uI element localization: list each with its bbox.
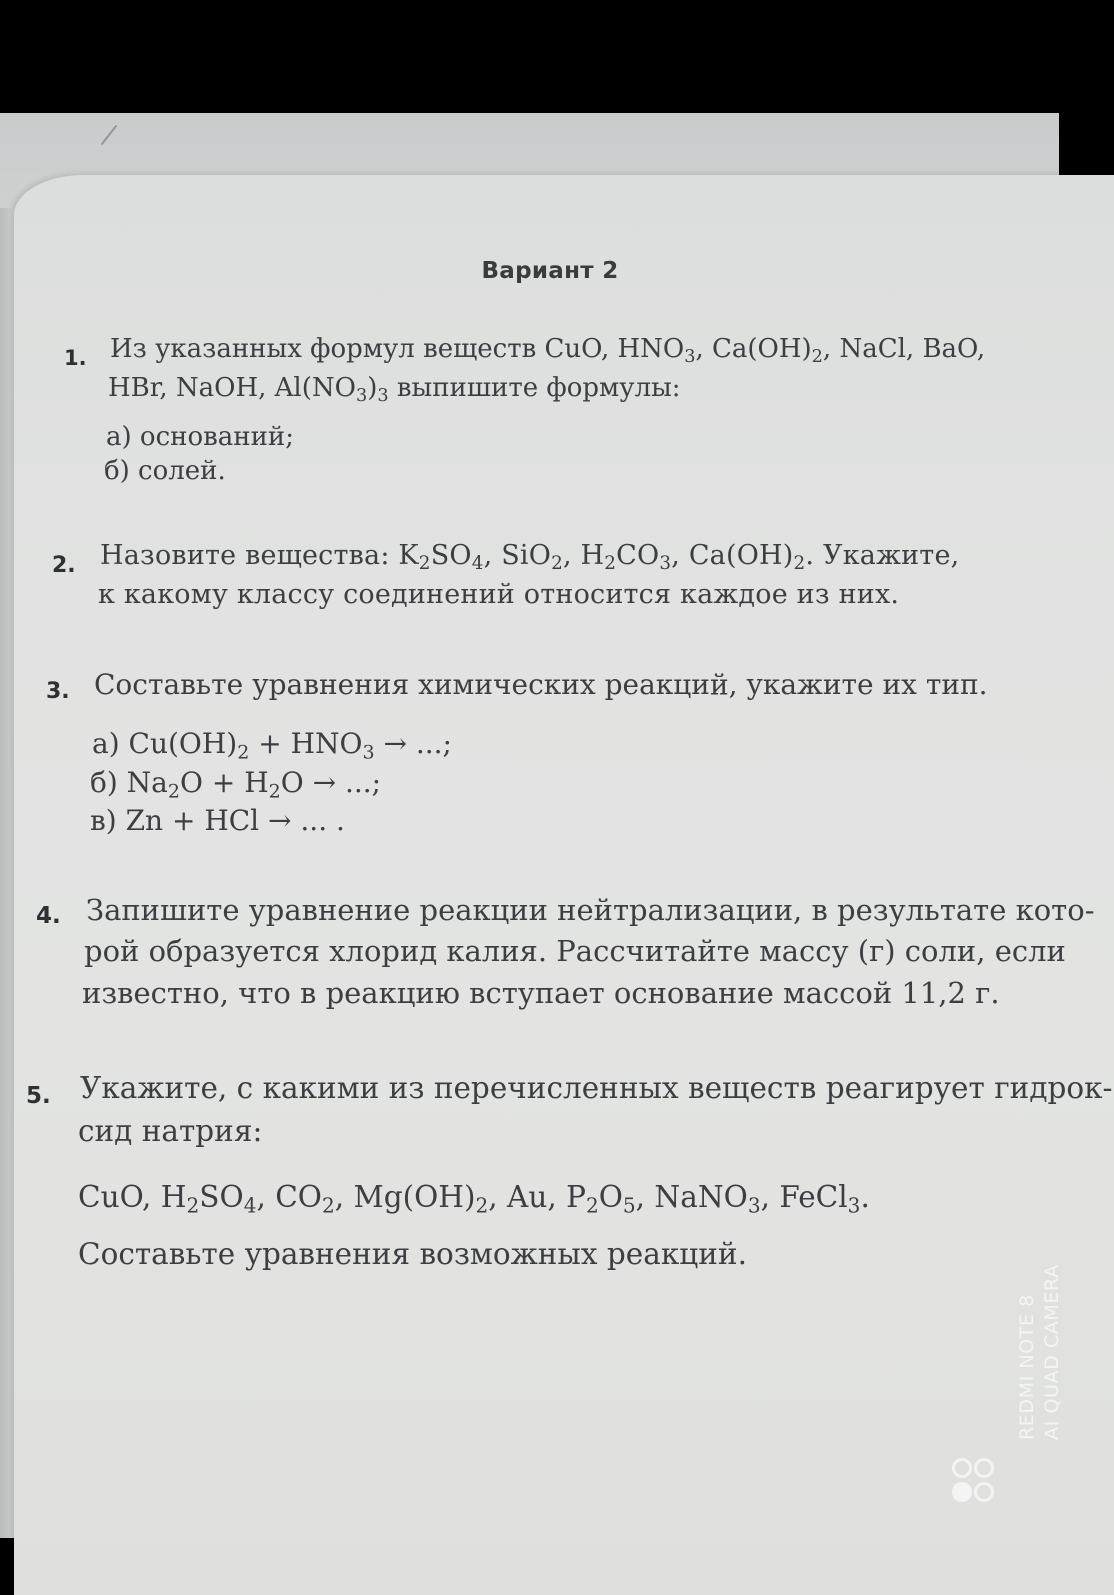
task-3-number: 3.	[46, 679, 70, 704]
task-1-number: 1.	[64, 346, 87, 370]
task-4-line-1: Запишите уравнение реакции нейтрализации, в результате кото-	[86, 893, 1095, 927]
task-1-line-1: Из указанных формул веществ CuO, $HNO_3$, $Ca(OH)_2$, NaCl, BaO,	[110, 334, 986, 367]
task-2-line-1: Назовите вещества: $K_2SO_4$, SiO$_2$, $H_2CO_3$, $Ca(OH)_2$. Укажите,	[100, 540, 960, 575]
task-3-equation-c: в) Zn + HCl → ... .	[90, 804, 345, 837]
task-1-option-b: б) солей.	[104, 456, 226, 486]
watermark-line-2: AI QUAD CAMERA	[1041, 1264, 1063, 1440]
task-4-line-3: известно, что в реакцию вступает основание массой 11,2 г.	[82, 976, 1000, 1010]
page-edge	[0, 208, 14, 1538]
pen-mark	[101, 125, 117, 145]
task-5-line-4: Составьте уравнения возможных реакций.	[78, 1237, 747, 1271]
task-2-number: 2.	[52, 553, 76, 578]
task-5-line-2: сид натрия:	[78, 1114, 263, 1148]
task-5-formulas: CuO, $H_2SO_4$, $CO_2$, $Mg(OH)_2$, Au, $P_2O_5$, NaNO$_3$, FeCl$_3$.	[78, 1180, 870, 1218]
task-3-line-1: Составьте уравнения химических реакций, укажите их тип.	[94, 668, 988, 701]
task-3-equation-a: а) $Cu(OH)_2 + HNO_3$ → ...;	[92, 727, 452, 764]
task-3-equation-b: б) $Na_2O + H_2O$ → ...;	[90, 766, 382, 803]
watermark-line-1: REDMI NOTE 8	[1016, 1294, 1038, 1440]
camera-dual-circle-icon	[948, 1450, 1004, 1510]
task-4-number: 4.	[36, 903, 61, 929]
task-1-option-a: а) оснований;	[106, 422, 294, 452]
task-4-line-2: рой образуется хлорид калия. Рассчитайте массу (г) соли, если	[84, 934, 1066, 968]
task-1-line-2: HBr, NaOH, $Al(NO_3)_3$ выпишите формулы:	[108, 373, 681, 406]
task-2-line-2: к какому классу соединений относится каждое из них.	[98, 579, 900, 610]
task-5-line-1: Укажите, с какими из перечисленных веществ реагирует гидрок-	[80, 1071, 1113, 1105]
camera-watermark-text	[1015, 1264, 1065, 1440]
top-black-bar	[0, 0, 1059, 113]
page-title: Вариант 2	[481, 258, 619, 284]
task-5-number: 5.	[26, 1083, 51, 1109]
